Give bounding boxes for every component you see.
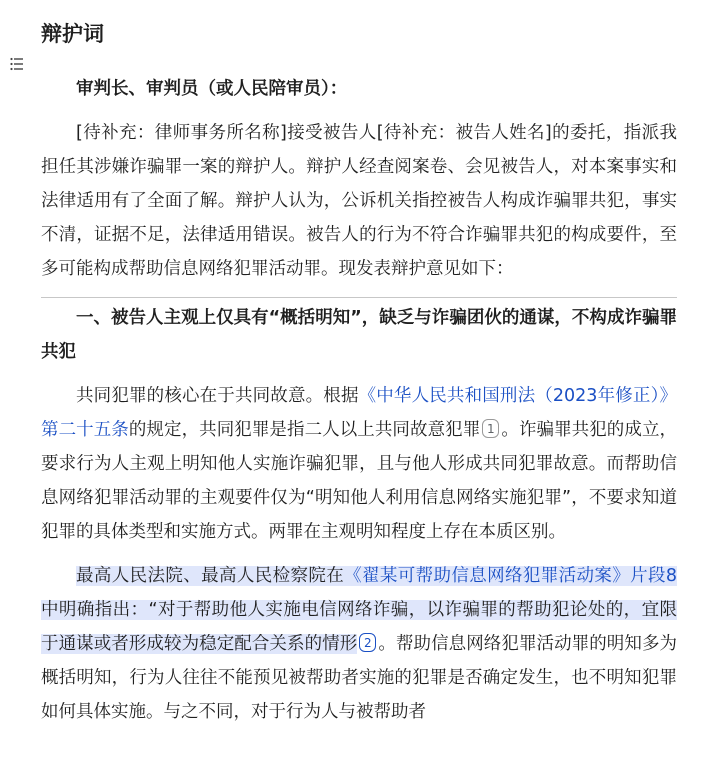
paragraph-1-text-c: 。诈骗罪共犯的成立，要求行为人主观上明知他人实施诈骗犯罪，且与他人形成共同犯罪故意。而帮助信息网络犯罪活动罪的主观要件仅为“明知他人利用信息网络实施犯罪”，不要求知道犯罪的具体类型和实施方式。两罪在主观明知程度上存在本质区别。 <box>41 420 678 542</box>
paragraph-1 <box>41 379 677 549</box>
salutation: 审判长、审判员（或人民陪审员）： <box>76 79 348 99</box>
section-divider <box>41 297 677 298</box>
paragraph-2-text-c: 。帮助信息网络犯罪活动罪的明知多为概括明知，行为人往往不能预见被帮助者实施的犯罪是否确定发生，也不明知犯罪如何具体实施。与之不同，对于行为人与被帮助者 <box>41 634 678 722</box>
paragraph-1-text-b: 的规定，共同犯罪是指二人以上共同故意犯罪 <box>128 420 481 440</box>
paragraph-1-text-a: 共同犯罪的核心在于共同故意。根据 <box>76 386 359 406</box>
table-of-contents-icon[interactable] <box>10 56 24 70</box>
paragraph-2-text-a: 最高人民法院、最高人民检察院在 <box>76 566 345 586</box>
citation-badge-2[interactable]: 2 <box>359 633 376 652</box>
document-body <box>41 70 677 729</box>
paragraph-2 <box>41 559 677 729</box>
criminal-law-article-25-link[interactable]: 《中华人民共和国刑法（2023年修正）》第二十五条 <box>41 386 677 440</box>
document-title: 辩护词 <box>41 22 104 46</box>
zhai-case-link[interactable]: 《翟某可帮助信息网络犯罪活动案》片段8 <box>344 566 677 586</box>
section-heading-1: 一、被告人主观上仅具有“概括明知”，缺乏与诈骗团伙的通谋，不构成诈骗罪共犯 <box>41 308 677 362</box>
citation-badge-1[interactable]: 1 <box>482 419 499 438</box>
paragraph-2-text-b: 中明确指出：“对于帮助他人实施电信网络诈骗，以诈骗罪的帮助犯论处的，宜限于通谋或者形成较为稳定配合关系的情形 <box>41 600 677 654</box>
intro-paragraph: [待补充：律师事务所名称]接受被告人[待补充：被告人姓名]的委托，指派我担任其涉嫌诈骗罪一案的辩护人。辩护人经查阅案卷、会见被告人，对本案事实和法律适用有了全面了解。辩护人认为，公诉机关指控被告人构成诈骗罪共犯，事实不清，证据不足，法律适用错误。被告人的行为不符合诈骗罪共犯的构成要件，至多可能构成帮助信息网络犯罪活动罪。现发表辩护意见如下： <box>41 123 677 279</box>
